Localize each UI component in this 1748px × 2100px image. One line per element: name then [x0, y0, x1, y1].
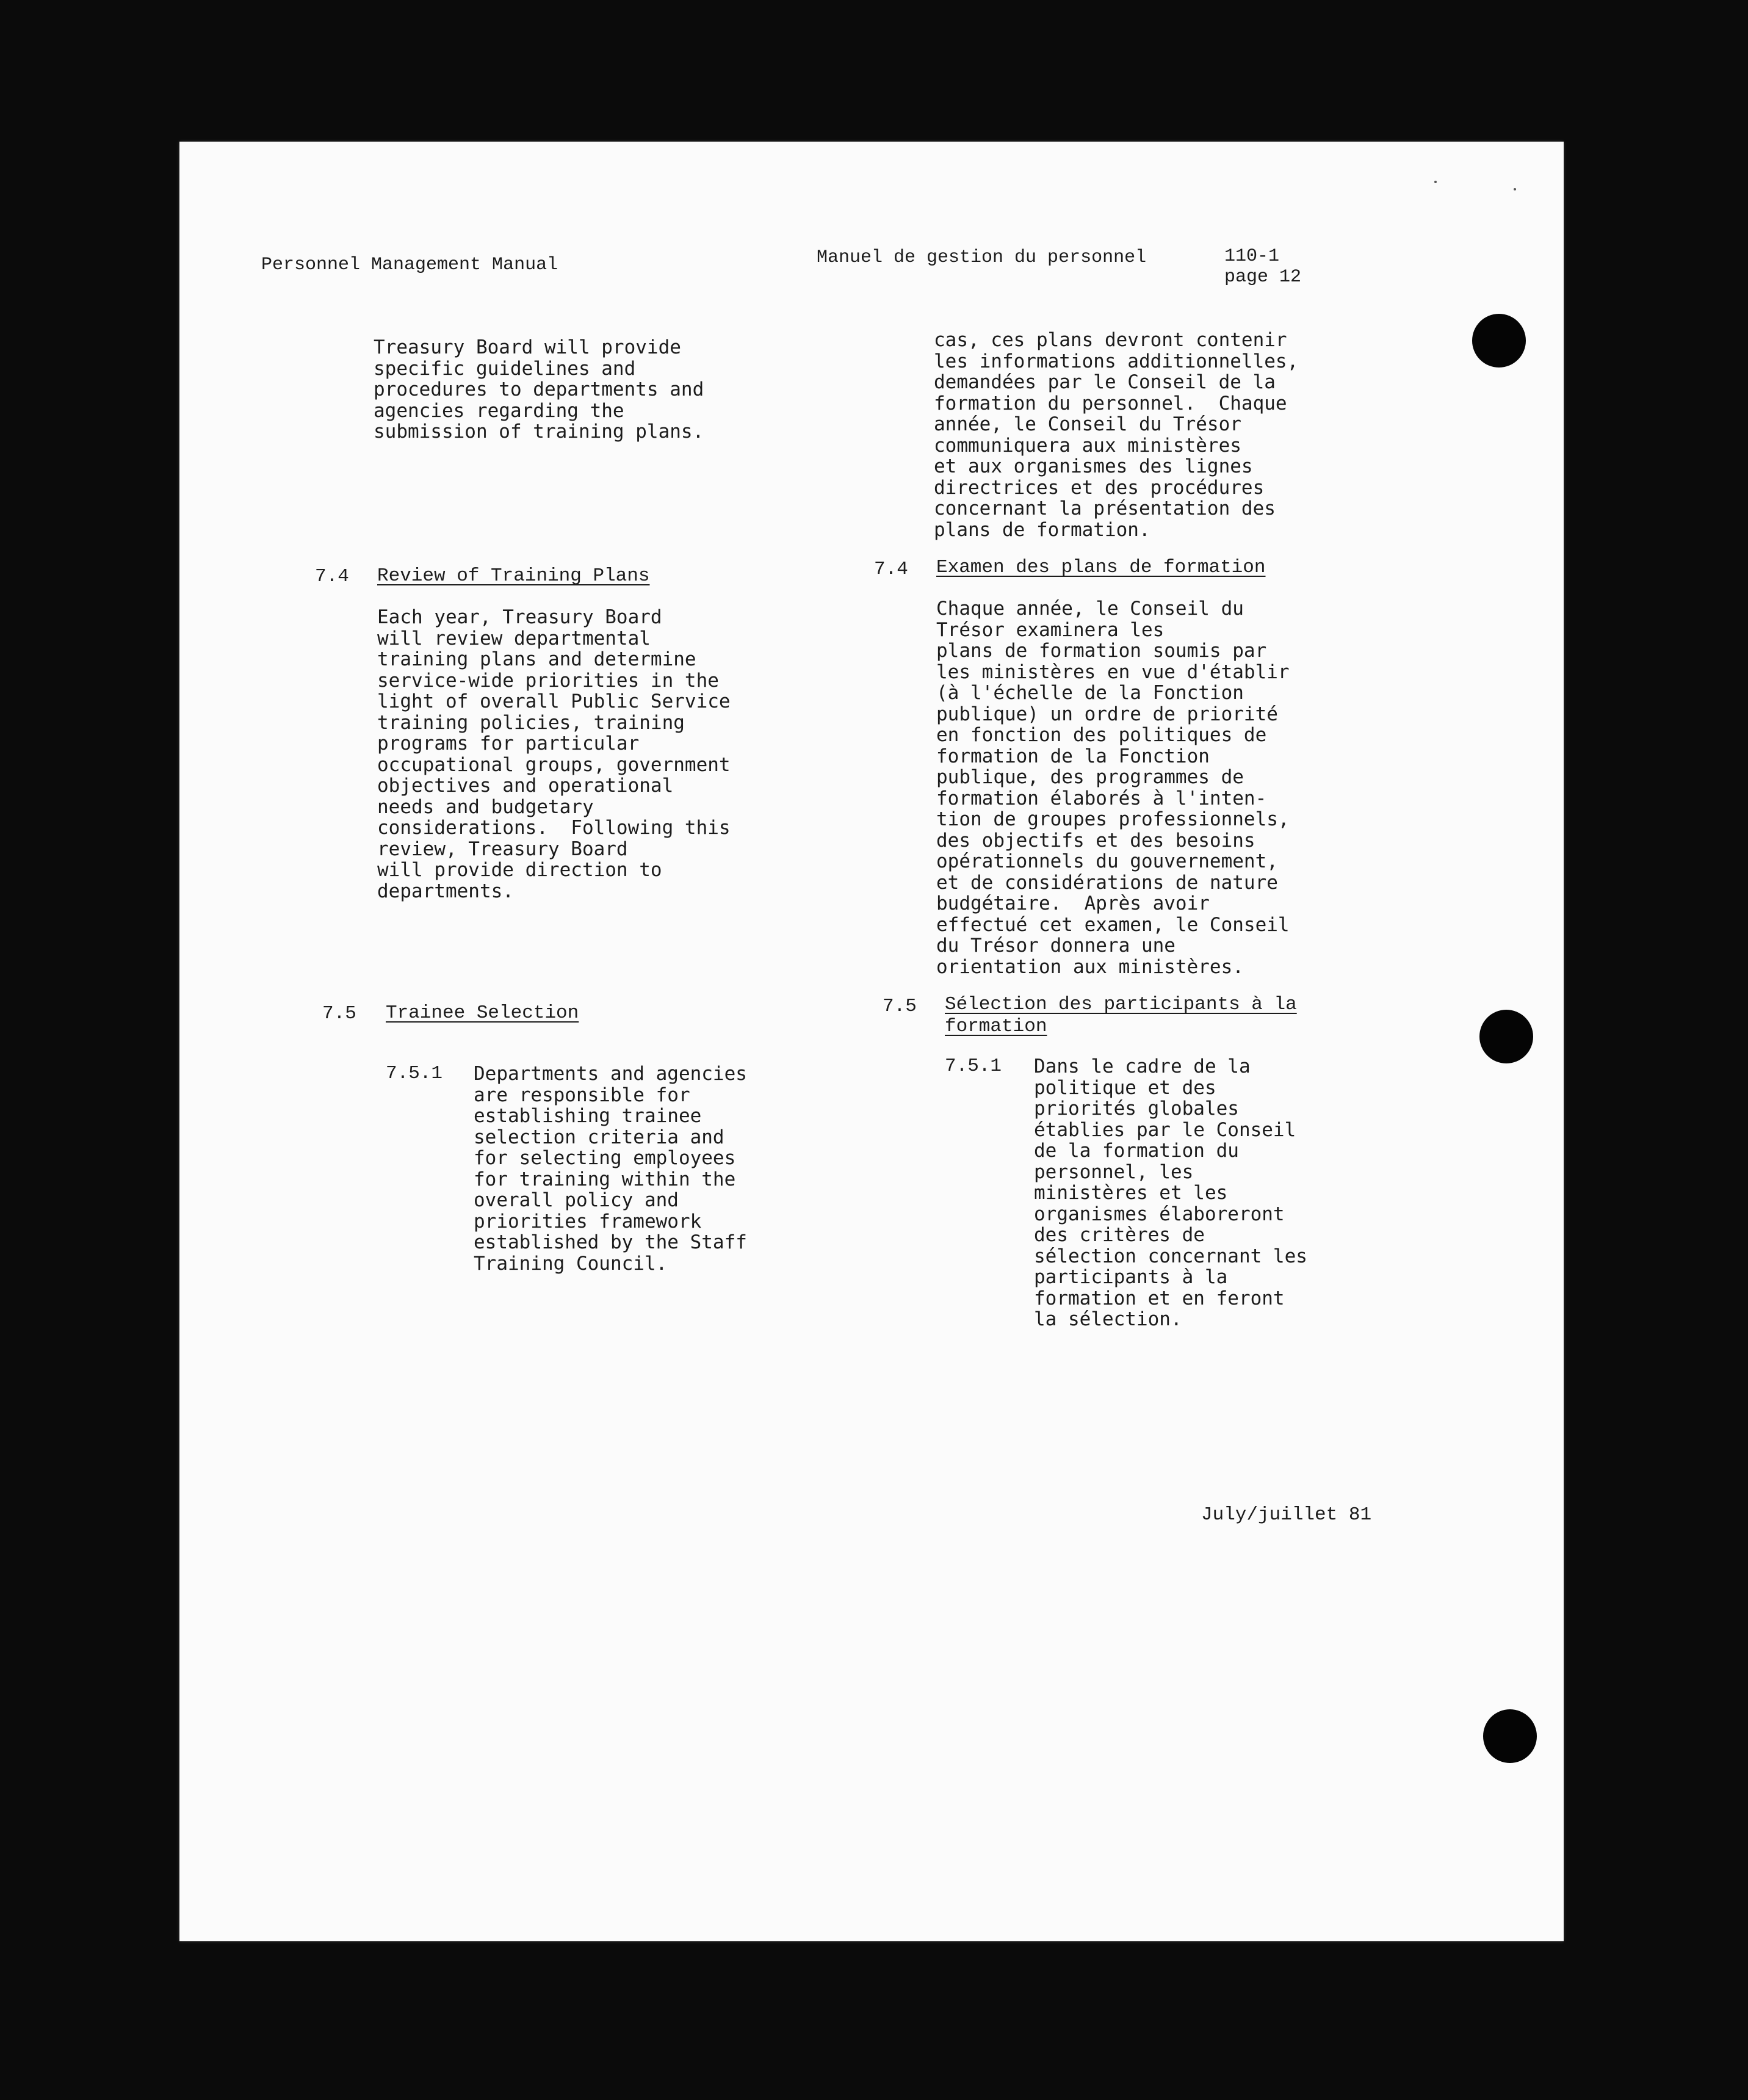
french-section-7-4-heading: Examen des plans de formation [936, 557, 1266, 578]
french-section-7-4-body: Chaque année, le Conseil du Trésor examinera les plans de formation soumis par les ministères en vue d'établir (à l'échelle de la Fonction publique) un ordre de priorité en fonction des politiques de formation de la Fonction publique, des programmes de formation élaborés à l'inten- tion de groupes professionnels, des objectifs et des besoins opérationnels du gouvernement, et de considérations de nature budgétaire. Après avoir effectué cet examen, le Conseil du Trésor donnera une orientation aux ministères. [936, 598, 1290, 978]
french-section-7-5-number: 7.5 [883, 996, 917, 1017]
header-manual-title-fr: Manuel de gestion du personnel [817, 247, 1147, 268]
english-section-7-4-number: 7.4 [315, 566, 349, 587]
paper-speck [1514, 188, 1516, 190]
paper-speck [1434, 181, 1437, 183]
header-section-code: 110-1 [1224, 246, 1280, 267]
french-section-7-5-1-body: Dans le cadre de la politique et des priorités globales établies par le Conseil de la formation du personnel, les ministères et les organismes élaboreront des critères de sélection concernant les participants à la formation et en feront la sélection. [1034, 1055, 1307, 1330]
punch-hole-top [1472, 314, 1526, 368]
english-section-7-4-body: Each year, Treasury Board will review departmental training plans and determine service-wide priorities in the light of overall Public Service training policies, training programs for particular occupational groups, government objectives and operational needs and budgetary considerations. Following this review, Treasury Board will provide direction to departments. [377, 606, 731, 902]
header-manual-title-en: Personnel Management Manual [261, 255, 558, 275]
header-page-number: page 12 [1224, 267, 1302, 288]
french-section-7-4-number: 7.4 [874, 559, 908, 580]
english-intro-paragraph: Treasury Board will provide specific guidelines and procedures to departments and agencies regarding the submission of training plans. [374, 336, 704, 443]
english-section-7-5-1-body: Departments and agencies are responsible for establishing trainee selection criteria and for selecting employees for training within the overall policy and priorities framework established by the Staff Training Council. [474, 1063, 747, 1275]
english-section-7-5-number: 7.5 [322, 1003, 356, 1024]
footer-date: July/juillet 81 [1201, 1504, 1372, 1526]
french-section-7-5-heading-line2: formation [945, 1016, 1047, 1037]
french-section-7-5-heading-line1: Sélection des participants à la [945, 994, 1297, 1015]
punch-hole-bottom [1483, 1709, 1537, 1763]
french-intro-paragraph: cas, ces plans devront contenir les informations additionnelles, demandées par le Conseil de la formation du personnel. Chaque année, le Conseil du Trésor communiquera aux ministères et aux organismes des lignes directrices et des procédures concernant la présentation des plans de formation. [934, 329, 1299, 541]
punch-hole-middle [1479, 1010, 1533, 1063]
english-section-7-5-heading: Trainee Selection [386, 1002, 579, 1024]
french-section-7-5-1-number: 7.5.1 [945, 1055, 1002, 1077]
english-section-7-5-1-number: 7.5.1 [386, 1063, 443, 1084]
english-section-7-4-heading: Review of Training Plans [377, 565, 650, 587]
